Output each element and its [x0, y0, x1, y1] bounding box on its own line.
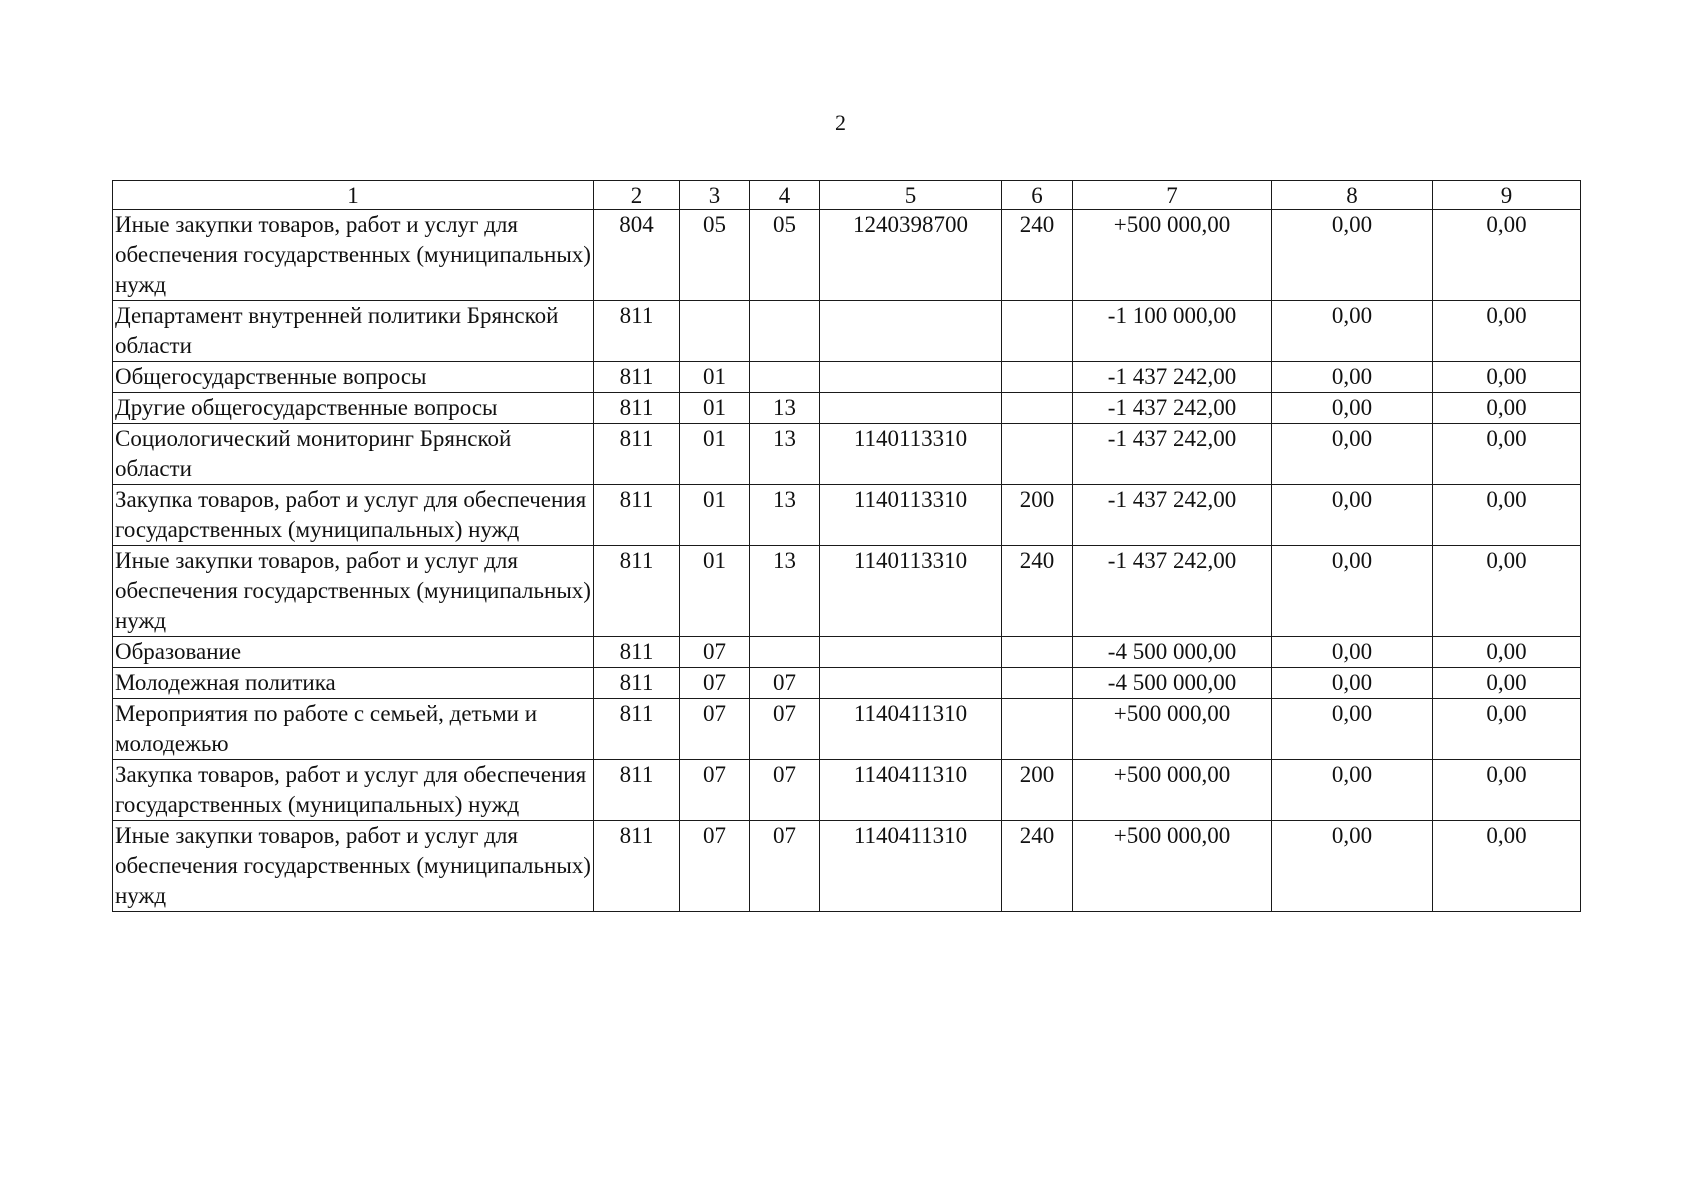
header-cell: 7 — [1073, 181, 1272, 210]
header-cell: 8 — [1272, 181, 1433, 210]
cell-ministry-code: 811 — [594, 485, 680, 546]
header-cell: 3 — [680, 181, 750, 210]
cell-amount: +500 000,00 — [1073, 699, 1272, 760]
cell-expense-type — [1002, 301, 1073, 362]
cell-amount-year2: 0,00 — [1272, 821, 1433, 912]
table-row — [113, 668, 1581, 699]
cell-amount-year2: 0,00 — [1272, 485, 1433, 546]
row-name: Мероприятия по работе с семьей, детьми и молодежью — [113, 699, 594, 760]
cell-subsection — [750, 362, 820, 393]
cell-target-article — [820, 668, 1002, 699]
cell-section: 07 — [680, 668, 750, 699]
cell-ministry-code: 804 — [594, 210, 680, 301]
cell-amount: -1 437 242,00 — [1073, 485, 1272, 546]
cell-amount: +500 000,00 — [1073, 821, 1272, 912]
cell-amount-year2: 0,00 — [1272, 699, 1433, 760]
cell-section: 01 — [680, 424, 750, 485]
table-header-row — [113, 181, 1581, 210]
cell-amount-year3: 0,00 — [1433, 821, 1581, 912]
table-row — [113, 485, 1581, 546]
table-row — [113, 760, 1581, 821]
cell-subsection: 13 — [750, 393, 820, 424]
cell-subsection — [750, 301, 820, 362]
cell-amount: -1 100 000,00 — [1073, 301, 1272, 362]
header-cell: 2 — [594, 181, 680, 210]
cell-target-article — [820, 362, 1002, 393]
cell-section — [680, 301, 750, 362]
cell-amount-year3: 0,00 — [1433, 210, 1581, 301]
cell-ministry-code: 811 — [594, 637, 680, 668]
table-row — [113, 301, 1581, 362]
cell-expense-type: 200 — [1002, 760, 1073, 821]
cell-target-article: 1140113310 — [820, 485, 1002, 546]
page-number: 2 — [835, 110, 846, 135]
row-name: Образование — [113, 637, 594, 668]
cell-amount: -1 437 242,00 — [1073, 424, 1272, 485]
header-cell: 5 — [820, 181, 1002, 210]
cell-amount-year3: 0,00 — [1433, 424, 1581, 485]
cell-amount-year3: 0,00 — [1433, 362, 1581, 393]
cell-subsection: 07 — [750, 760, 820, 821]
cell-section: 01 — [680, 546, 750, 637]
cell-amount: +500 000,00 — [1073, 760, 1272, 821]
cell-subsection: 07 — [750, 668, 820, 699]
cell-amount: +500 000,00 — [1073, 210, 1272, 301]
cell-target-article — [820, 301, 1002, 362]
row-name: Общегосударственные вопросы — [113, 362, 594, 393]
cell-section: 07 — [680, 760, 750, 821]
cell-expense-type — [1002, 668, 1073, 699]
cell-amount-year3: 0,00 — [1433, 699, 1581, 760]
cell-subsection: 13 — [750, 424, 820, 485]
cell-amount-year2: 0,00 — [1272, 210, 1433, 301]
cell-expense-type — [1002, 637, 1073, 668]
cell-expense-type: 240 — [1002, 210, 1073, 301]
cell-subsection: 07 — [750, 699, 820, 760]
budget-table — [112, 180, 1581, 912]
row-name: Иные закупки товаров, работ и услуг для обеспечения государственных (муниципальных) нужд — [113, 821, 594, 912]
row-name: Департамент внутренней политики Брянской области — [113, 301, 594, 362]
header-cell: 4 — [750, 181, 820, 210]
cell-section: 01 — [680, 362, 750, 393]
cell-expense-type: 240 — [1002, 546, 1073, 637]
cell-expense-type: 200 — [1002, 485, 1073, 546]
cell-amount: -1 437 242,00 — [1073, 393, 1272, 424]
cell-amount-year2: 0,00 — [1272, 668, 1433, 699]
row-name: Иные закупки товаров, работ и услуг для обеспечения государственных (муниципальных) нужд — [113, 546, 594, 637]
row-name: Другие общегосударственные вопросы — [113, 393, 594, 424]
cell-expense-type — [1002, 699, 1073, 760]
cell-section: 01 — [680, 393, 750, 424]
cell-amount-year3: 0,00 — [1433, 546, 1581, 637]
cell-subsection: 05 — [750, 210, 820, 301]
table-body — [113, 181, 1581, 912]
cell-ministry-code: 811 — [594, 760, 680, 821]
cell-target-article: 1140411310 — [820, 760, 1002, 821]
cell-amount-year2: 0,00 — [1272, 546, 1433, 637]
cell-target-article: 1140411310 — [820, 821, 1002, 912]
cell-ministry-code: 811 — [594, 699, 680, 760]
cell-expense-type: 240 — [1002, 821, 1073, 912]
table-row — [113, 393, 1581, 424]
cell-section: 07 — [680, 821, 750, 912]
cell-ministry-code: 811 — [594, 821, 680, 912]
cell-amount-year2: 0,00 — [1272, 637, 1433, 668]
cell-amount-year3: 0,00 — [1433, 301, 1581, 362]
cell-ministry-code: 811 — [594, 301, 680, 362]
cell-target-article: 1240398700 — [820, 210, 1002, 301]
cell-amount: -1 437 242,00 — [1073, 546, 1272, 637]
table-row — [113, 699, 1581, 760]
row-name: Иные закупки товаров, работ и услуг для обеспечения государственных (муниципальных) нужд — [113, 210, 594, 301]
cell-section: 05 — [680, 210, 750, 301]
cell-target-article: 1140113310 — [820, 546, 1002, 637]
table-row — [113, 424, 1581, 485]
row-name: Закупка товаров, работ и услуг для обеспечения государственных (муниципальных) нужд — [113, 485, 594, 546]
cell-ministry-code: 811 — [594, 668, 680, 699]
cell-subsection: 13 — [750, 546, 820, 637]
cell-target-article — [820, 393, 1002, 424]
cell-target-article: 1140411310 — [820, 699, 1002, 760]
cell-amount-year2: 0,00 — [1272, 393, 1433, 424]
table-row — [113, 362, 1581, 393]
cell-amount: -4 500 000,00 — [1073, 668, 1272, 699]
cell-section: 07 — [680, 637, 750, 668]
cell-ministry-code: 811 — [594, 393, 680, 424]
row-name: Социологический мониторинг Брянской области — [113, 424, 594, 485]
table-row — [113, 821, 1581, 912]
cell-amount: -1 437 242,00 — [1073, 362, 1272, 393]
cell-target-article: 1140113310 — [820, 424, 1002, 485]
cell-target-article — [820, 637, 1002, 668]
cell-amount-year2: 0,00 — [1272, 424, 1433, 485]
cell-amount-year3: 0,00 — [1433, 637, 1581, 668]
cell-subsection: 07 — [750, 821, 820, 912]
header-cell: 6 — [1002, 181, 1073, 210]
cell-subsection: 13 — [750, 485, 820, 546]
cell-section: 07 — [680, 699, 750, 760]
row-name: Закупка товаров, работ и услуг для обеспечения государственных (муниципальных) нужд — [113, 760, 594, 821]
table-row — [113, 546, 1581, 637]
cell-expense-type — [1002, 362, 1073, 393]
table-row — [113, 210, 1581, 301]
cell-amount-year3: 0,00 — [1433, 485, 1581, 546]
cell-expense-type — [1002, 393, 1073, 424]
cell-subsection — [750, 637, 820, 668]
cell-ministry-code: 811 — [594, 362, 680, 393]
cell-amount-year3: 0,00 — [1433, 668, 1581, 699]
header-cell: 9 — [1433, 181, 1581, 210]
cell-ministry-code: 811 — [594, 424, 680, 485]
row-name: Молодежная политика — [113, 668, 594, 699]
cell-amount: -4 500 000,00 — [1073, 637, 1272, 668]
header-cell: 1 — [113, 181, 594, 210]
cell-amount-year2: 0,00 — [1272, 760, 1433, 821]
cell-section: 01 — [680, 485, 750, 546]
table-row — [113, 637, 1581, 668]
cell-amount-year2: 0,00 — [1272, 362, 1433, 393]
cell-amount-year3: 0,00 — [1433, 760, 1581, 821]
cell-amount-year3: 0,00 — [1433, 393, 1581, 424]
cell-ministry-code: 811 — [594, 546, 680, 637]
cell-expense-type — [1002, 424, 1073, 485]
cell-amount-year2: 0,00 — [1272, 301, 1433, 362]
